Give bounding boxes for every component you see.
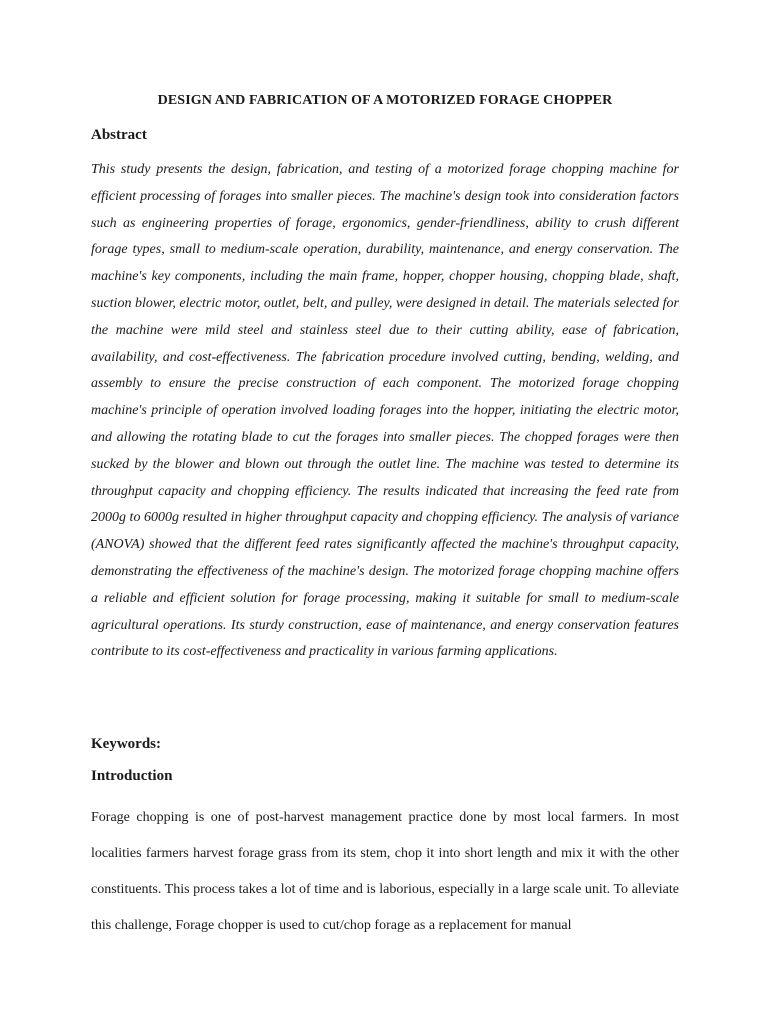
keywords-heading: Keywords:: [91, 736, 161, 752]
abstract-text: This study presents the design, fabrication, and testing of a motorized forage chopping machine for efficient processing of forages into smaller pieces. The machine's design took into consideration factors such as engineering properties of forage, ergonomics, gender-friendliness, ability to crush different forage types, small to medium-scale operation, durability, maintenance, and energy conservation. The machine's key components, including the main frame, hopper, chopper housing, chopping blade, shaft, suction blower, electric motor, outlet, belt, and pulley, were designed in detail. The materials selected for the machine were mild steel and stainless steel due to their cutting ability, ease of fabrication, availability, and cost-effectiveness. The fabrication procedure involved cutting, bending, welding, and assembly to ensure the precise construction of each component. The motorized forage chopping machine's principle of operation involved loading forages into the hopper, initiating the electric motor, and allowing the rotating blade to cut the forages into smaller pieces. The chopped forages were then sucked by the blower and blown out through the outlet line. The machine was tested to determine its throughput capacity and chopping efficiency. The results indicated that increasing the feed rate from 2000g to 6000g resulted in higher throughput capacity and chopping efficiency. The analysis of variance (ANOVA) showed that the different feed rates significantly affected the machine's throughput capacity, demonstrating the effectiveness of the machine's design. The motorized forage chopping machine offers a reliable and efficient solution for forage processing, making it suitable for small to medium-scale agricultural operations. Its sturdy construction, ease of maintenance, and energy conservation features contribute to its cost-effectiveness and practicality in various farming applications.: [91, 162, 679, 660]
paper-title: DESIGN AND FABRICATION OF A MOTORIZED FORAGE CHOPPER: [157, 93, 613, 108]
introduction-heading: Introduction: [91, 768, 173, 784]
abstract-heading: Abstract: [91, 127, 147, 143]
introduction-text: Forage chopping is one of post-harvest management practice done by most local farmers. In most localities farmers harvest forage grass from its stem, chop it into short length and mix it with the other constituents. This process takes a lot of time and is laborious, especially in a large scale unit. To alleviate this challenge, Forage chopper is used to cut/chop forage as a replacement for manual: [91, 810, 679, 933]
